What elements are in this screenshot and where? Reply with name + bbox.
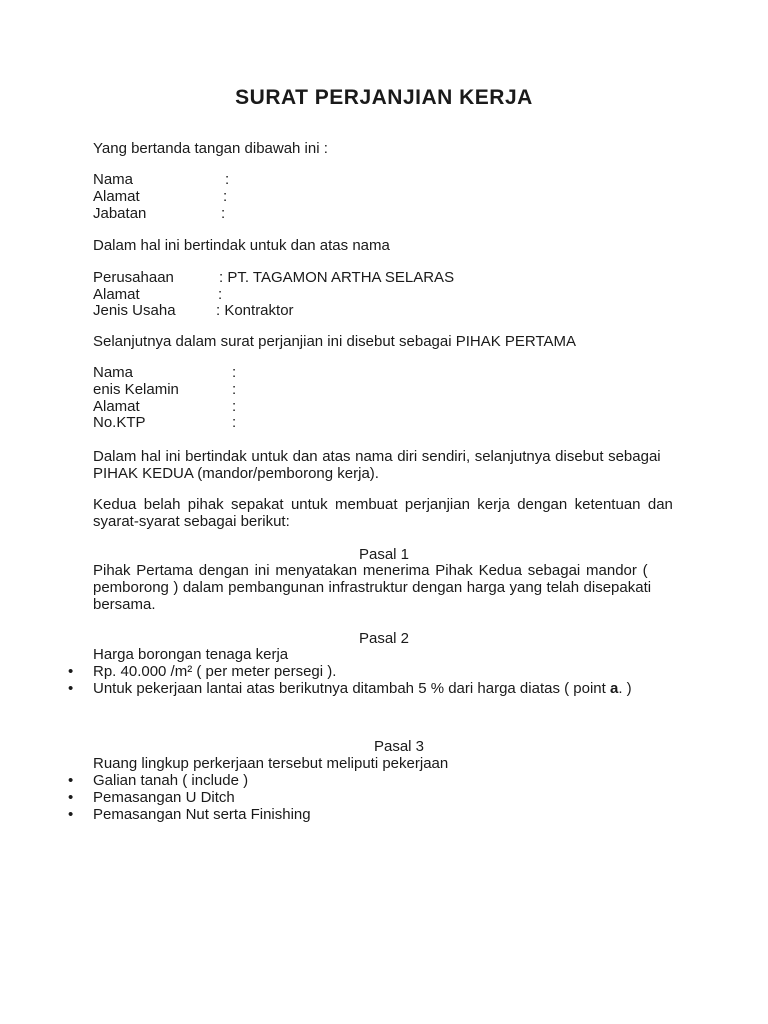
field-label-alamat: Alamat — [93, 188, 140, 205]
field-sep-jabatan: : — [221, 205, 226, 222]
acting-for-text: Dalam hal ini bertindak untuk dan atas nama — [93, 237, 390, 254]
field-label-jenis-kelamin: enis Kelamin — [93, 381, 179, 398]
bullet-icon: • — [68, 789, 74, 806]
pasal-3-intro: Ruang lingkup perkerjaan tersebut meliputi pekerjaan — [93, 755, 449, 772]
field-sep-alamat: : — [223, 188, 228, 205]
pasal-1-line3: bersama. — [93, 596, 156, 613]
field-sep-nama-2: : — [232, 364, 237, 381]
field-sep-nama: : — [225, 171, 230, 188]
field-sep-no-ktp: : — [232, 414, 237, 431]
pasal-3-heading: Pasal 3 — [373, 738, 425, 755]
pasal-3-item-1: Galian tanah ( include ) — [93, 772, 249, 789]
field-sep-jenis-kelamin: : — [232, 381, 237, 398]
pasal-2-item-2-post: . ) — [618, 680, 632, 697]
field-label-nama-2: Nama — [93, 364, 134, 381]
second-party-statement-line2: PIHAK KEDUA (mandor/pemborong kerja). — [93, 465, 379, 482]
pasal-1-line1: Pihak Pertama dengan ini menyatakan menerima Pihak Kedua sebagai mandor ( — [93, 562, 648, 579]
field-label-jabatan: Jabatan — [93, 205, 147, 222]
bullet-icon: • — [68, 772, 74, 789]
field-label-company-alamat: Alamat — [93, 286, 140, 303]
pasal-3-item-3: Pemasangan Nut serta Finishing — [93, 806, 311, 823]
pasal-2-item-2 — [93, 680, 675, 697]
field-sep-company-alamat: : — [218, 286, 223, 303]
document-title: SURAT PERJANJIAN KERJA — [235, 86, 533, 109]
bullet-icon: • — [68, 680, 74, 697]
pasal-2-intro: Harga borongan tenaga kerja — [93, 646, 289, 663]
bullet-icon: • — [68, 806, 74, 823]
pasal-3-item-2: Pemasangan U Ditch — [93, 789, 235, 806]
field-label-alamat-2: Alamat — [93, 398, 140, 415]
field-label-perusahaan: Perusahaan — [93, 269, 174, 286]
field-value-jenis-usaha: : Kontraktor — [216, 302, 294, 319]
pasal-2-item-1: Rp. 40.000 /m² ( per meter persegi ). — [93, 663, 337, 680]
field-label-jenis-usaha: Jenis Usaha — [93, 302, 176, 319]
agreement-line1: Kedua belah pihak sepakat untuk membuat perjanjian kerja dengan ketentuan dan — [93, 496, 673, 513]
field-value-perusahaan: : PT. TAGAMON ARTHA SELARAS — [219, 269, 455, 286]
intro-text: Yang bertanda tangan dibawah ini : — [93, 140, 328, 157]
pasal-2-item-2-pre: Untuk pekerjaan lantai atas berikutnya ditambah 5 % dari harga diatas ( point — [93, 680, 610, 697]
agreement-line2: syarat-syarat sebagai berikut: — [93, 513, 290, 530]
second-party-statement-line1: Dalam hal ini bertindak untuk dan atas nama diri sendiri, selanjutnya disebut sebagai — [93, 448, 661, 465]
field-sep-alamat-2: : — [232, 398, 237, 415]
pasal-2-item-2-bold: a — [609, 680, 619, 697]
field-label-nama: Nama — [93, 171, 134, 188]
bullet-icon: • — [68, 663, 74, 680]
pasal-2-heading: Pasal 2 — [358, 630, 410, 647]
pasal-1-line2: pemborong ) dalam pembangunan infrastruktur dengan harga yang telah disepakati — [93, 579, 652, 596]
pasal-1-heading: Pasal 1 — [358, 546, 410, 563]
field-label-no-ktp: No.KTP — [93, 414, 146, 431]
first-party-statement: Selanjutnya dalam surat perjanjian ini disebut sebagai PIHAK PERTAMA — [93, 333, 577, 350]
